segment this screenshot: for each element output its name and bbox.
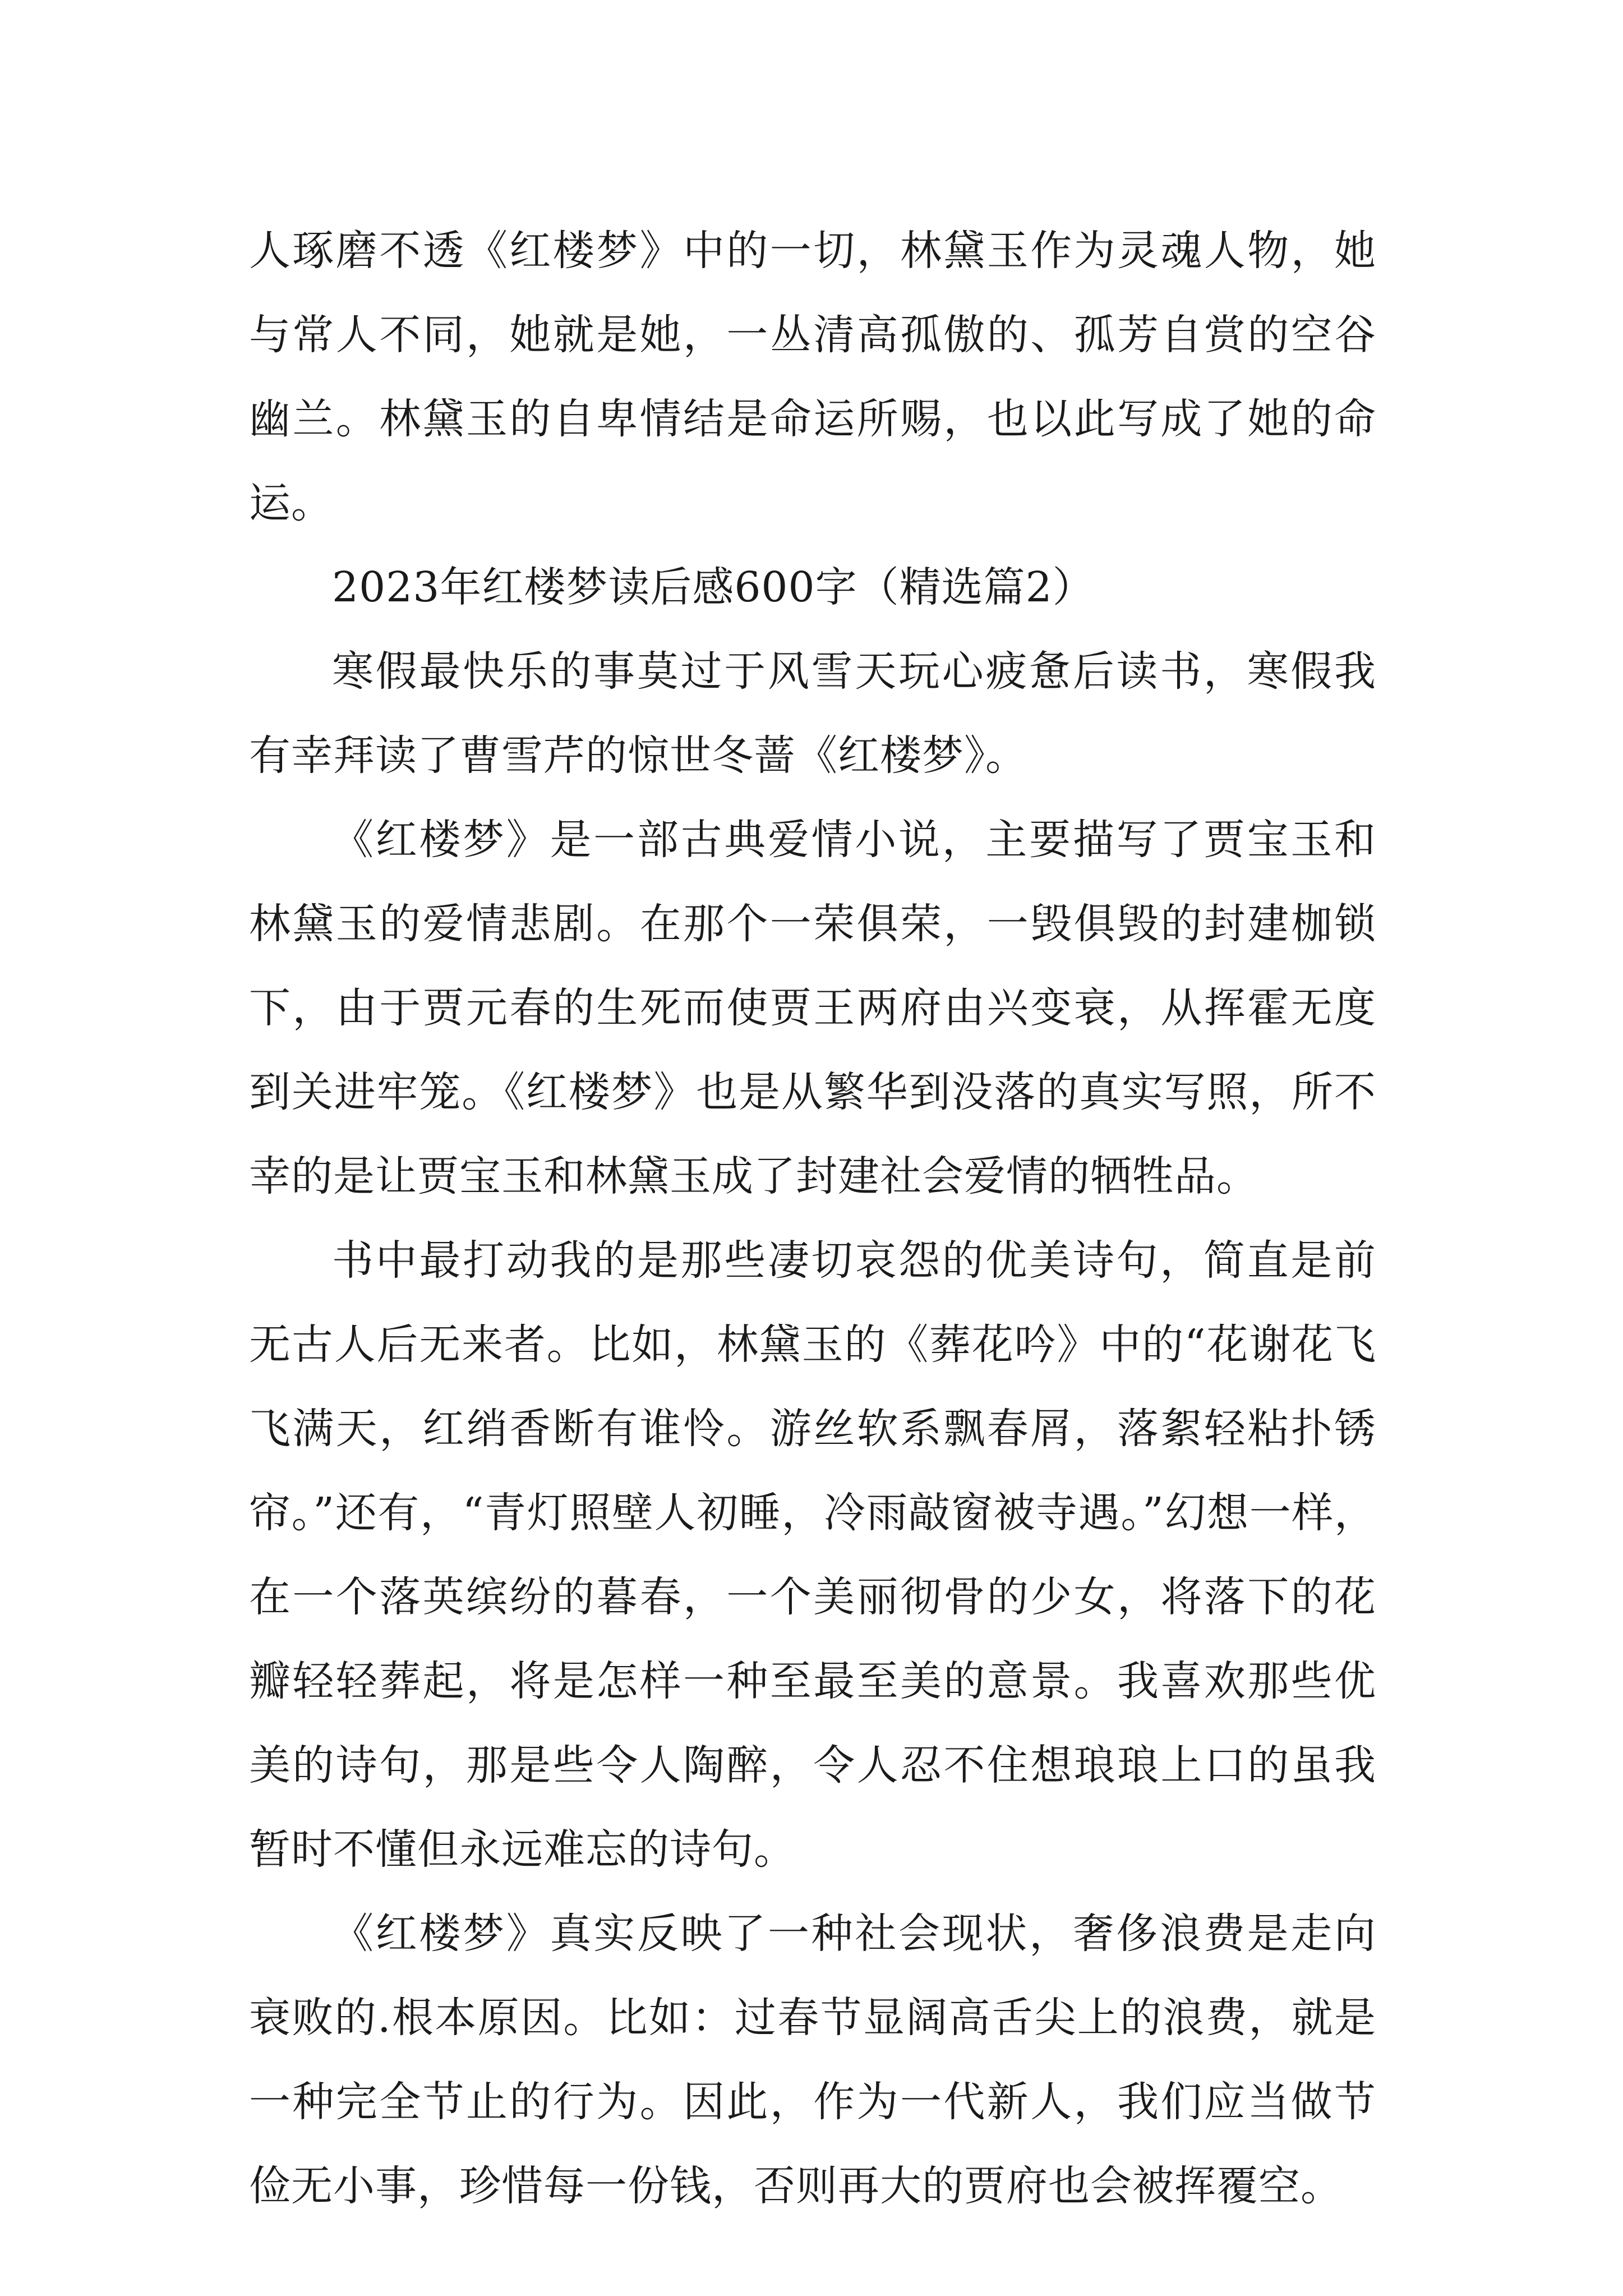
document-body xyxy=(249,209,1376,2228)
paragraph-continuation: 人琢磨不透《红楼梦》中的一切，林黛玉作为灵魂人物，她与常人不同，她就是她，一丛清高孤傲的、孤芳自赏的空谷幽兰。林黛玉的自卑情结是命运所赐，也以此写成了她的命运。 xyxy=(249,227,1376,527)
section-heading: 2023年红楼梦读后感600字（精选篇2） xyxy=(332,563,1095,611)
paragraph: 书中最打动我的是那些凄切哀怨的优美诗句，简直是前无古人后无来者。比如，林黛玉的《葬花吟》中的“花谢花飞飞满天，红绡香断有谁怜。游丝软系飘春屑，落絮轻粘扑锈帘。”还有，“青灯照壁人初睡，冷雨敲窗被寺遇。”幻想一样，在一个落英缤纷的暮春，一个美丽彻骨的少女，将落下的花瓣轻轻葬起，将是怎样一种至最至美的意景。我喜欢那些优美的诗句，那是些令人陶醉，令人忍不住想琅琅上口的虽我暂时不懂但永远难忘的诗句。 xyxy=(249,1236,1376,1874)
paragraph: 《红楼梦》真实反映了一种社会现状，奢侈浪费是走向衰败的.根本原因。比如：过春节显阔高舌尖上的浪费，就是一种完全节止的行为。因此，作为一代新人，我们应当做节俭无小事，珍惜每一份钱，否则再大的贾府也会被挥覆空。 xyxy=(249,1910,1376,2210)
paragraph: 寒假最快乐的事莫过于风雪天玩心疲惫后读书，寒假我有幸拜读了曹雪芹的惊世冬蔷《红楼梦》。 xyxy=(249,647,1376,780)
paragraph: 《红楼梦》是一部古典爱情小说，主要描写了贾宝玉和林黛玉的爱情悲剧。在那个一荣俱荣，一毁俱毁的封建枷锁下，由于贾元春的生死而使贾王两府由兴变衰，从挥霍无度到关进牢笼。《红楼梦》也是从繁华到没落的真实写照，所不幸的是让贾宝玉和林黛玉成了封建社会爱情的牺牲品。 xyxy=(249,816,1376,1200)
